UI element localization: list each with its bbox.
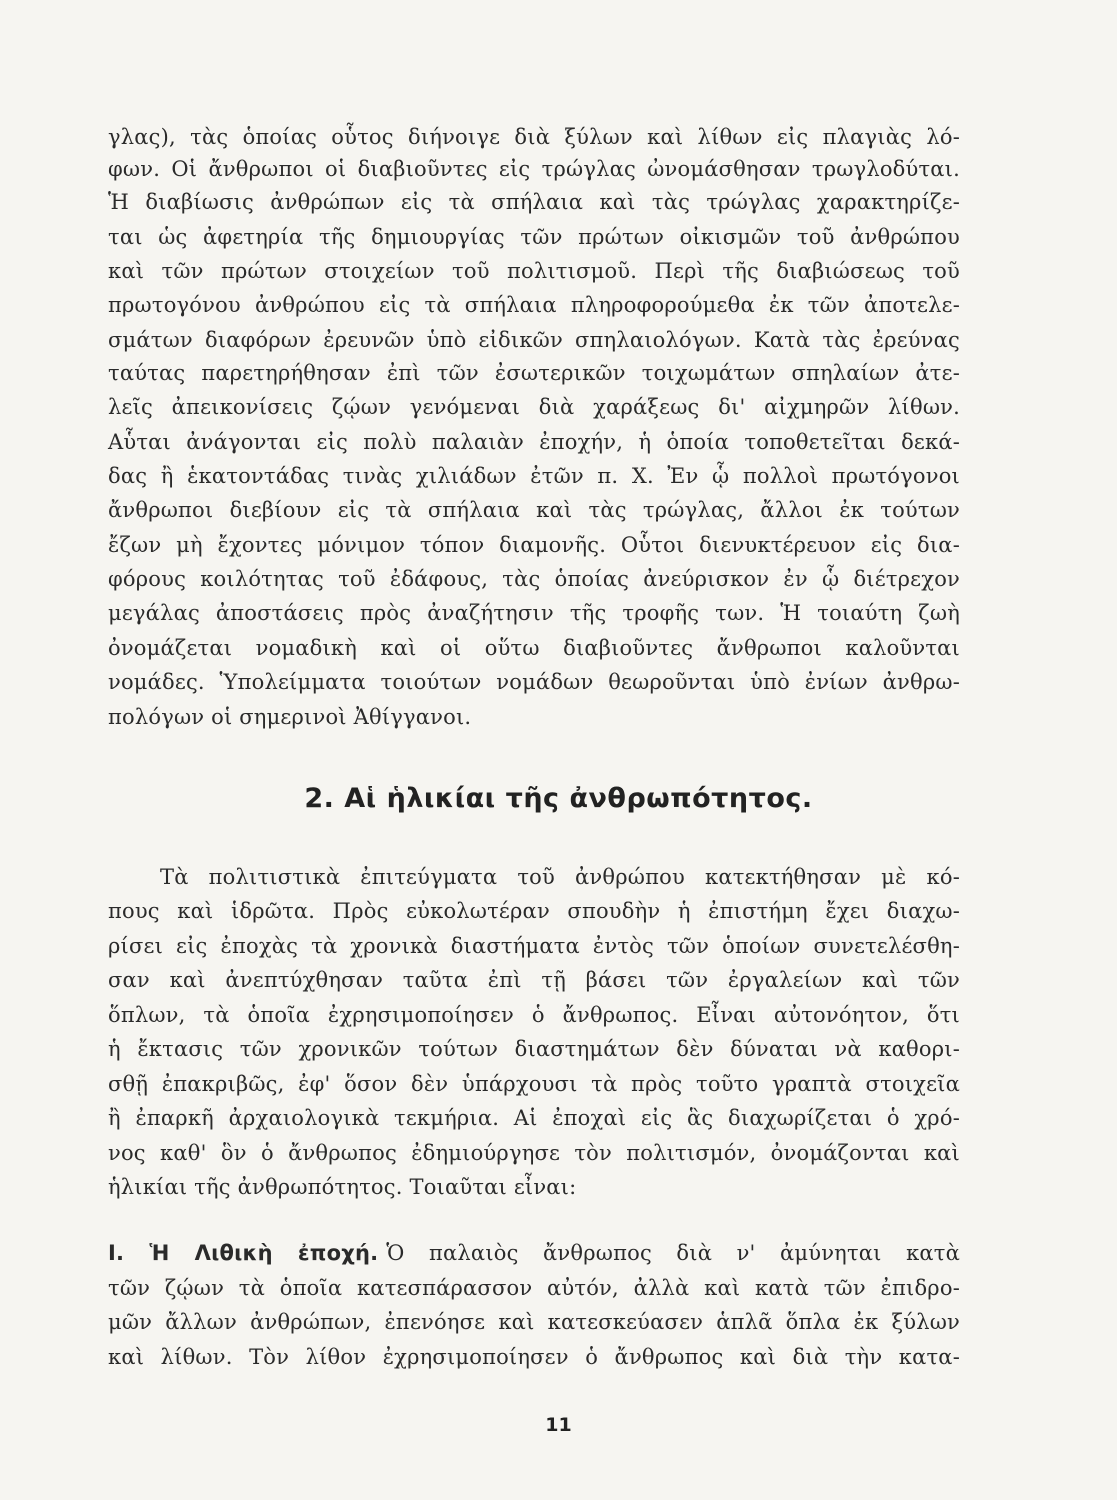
subsection-lead: I. Ἡ Λιθικὴ ἐποχή. xyxy=(108,1241,379,1265)
text-line: ὀνομάζεται νομαδικὴ καὶ οἱ οὕτω διαβιοῦντες ἄνθρωποι καλοῦνται xyxy=(108,636,960,660)
text-line: ἡλικίαι τῆς ἀνθρωπότητος. Τοιαῦται εἶναι: xyxy=(108,1175,577,1199)
text-line: τῶν ζῴων τὰ ὁποῖα κατεσπάρασσον αὐτόν, ἀλλὰ καὶ κατὰ τῶν ἐπιδρο- xyxy=(108,1276,960,1300)
text-line: Ἡ διαβίωσις ἀνθρώπων εἰς τὰ σπήλαια καὶ τὰς τρώγλας χαρακτηρίζε- xyxy=(108,190,960,214)
text-line: ἔζων μὴ ἔχοντες μόνιμον τόπον διαμονῆς. Οὗτοι διενυκτέρευον εἰς δια- xyxy=(108,533,960,557)
text-line: πολόγων οἱ σημερινοὶ Ἀθίγγανοι. xyxy=(108,705,472,729)
text-line: νος καθ' ὃν ὁ ἄνθρωπος ἐδημιούργησε τὸν πολιτισμόν, ὀνομάζονται καὶ xyxy=(108,1141,960,1165)
text-line: Αὗται ἀνάγονται εἰς πολὺ παλαιὰν ἐποχήν, ἡ ὁποία τοποθετεῖται δεκά- xyxy=(108,430,960,454)
text-line: νομάδες. Ὑπολείμματα τοιούτων νομάδων θεωροῦνται ὑπὸ ἐνίων ἀνθρω- xyxy=(108,670,960,694)
text-line: σμάτων διαφόρων ἐρευνῶν ὑπὸ εἰδικῶν σπηλαιολόγων. Κατὰ τὰς ἐρεύνας xyxy=(108,328,960,352)
text-line: λεῖς ἀπεικονίσεις ζῴων γενόμεναι διὰ χαράξεως δι' αἰχμηρῶν λίθων. xyxy=(108,395,960,419)
text-line: σαν καὶ ἀνεπτύχθησαν ταῦτα ἐπὶ τῇ βάσει τῶν ἐργαλείων καὶ τῶν xyxy=(108,968,960,992)
text-line: πους καὶ ἱδρῶτα. Πρὸς εὐκολωτέραν σπουδὴν ἡ ἐπιστήμη ἔχει διαχω- xyxy=(108,899,960,923)
text-span: Ὁ παλαιὸς ἄνθρωπος διὰ ν' ἀμύνηται κατὰ xyxy=(386,1241,960,1265)
text-line: ἡ ἔκτασις τῶν χρονικῶν τούτων διαστημάτων δὲν δύναται νὰ καθορι- xyxy=(108,1037,960,1061)
text-line: ἄνθρωποι διεβίουν εἰς τὰ σπήλαια καὶ τὰς τρώγλας, ἄλλοι ἐκ τούτων xyxy=(108,498,960,522)
section-heading: 2. Αἱ ἡλικίαι τῆς ἀνθρωπότητος. xyxy=(304,783,813,814)
text-line: δας ἢ ἑκατοντάδας τινὰς χιλιάδων ἐτῶν π. Χ. Ἐν ᾧ πολλοὶ πρωτόγονοι xyxy=(108,464,960,488)
text-line: Τὰ πολιτιστικὰ ἐπιτεύγματα τοῦ ἀνθρώπου κατεκτήθησαν μὲ κό- xyxy=(160,865,960,889)
text-line: καὶ λίθων. Τὸν λίθον ἐχρησιμοποίησεν ὁ ἄνθρωπος καὶ διὰ τὴν κατα- xyxy=(108,1345,960,1369)
text-line: γλας), τὰς ὁποίας οὗτος διήνοιγε διὰ ξύλων καὶ λίθων εἰς πλαγιὰς λό- xyxy=(108,125,960,149)
text-line: ρίσει εἰς ἐποχὰς τὰ χρονικὰ διαστήματα ἐντὸς τῶν ὁποίων συνετελέσθη- xyxy=(108,934,960,958)
text-line: φόρους κοιλότητας τοῦ ἐδάφους, τὰς ὁποίας ἀνεύρισκον ἐν ᾧ διέτρεχον xyxy=(108,567,960,591)
text-line: μεγάλας ἀποστάσεις πρὸς ἀναζήτησιν τῆς τροφῆς των. Ἡ τοιαύτη ζωὴ xyxy=(108,601,960,625)
page-number: 11 xyxy=(545,1414,572,1436)
text-line: ται ὡς ἀφετηρία τῆς δημιουργίας τῶν πρώτων οἰκισμῶν τοῦ ἀνθρώπου xyxy=(108,225,960,249)
text-line: μῶν ἄλλων ἀνθρώπων, ἐπενόησε καὶ κατεσκεύασεν ἁπλᾶ ὅπλα ἐκ ξύλων xyxy=(108,1310,960,1334)
text-line: ὅπλων, τὰ ὁποῖα ἐχρησιμοποίησεν ὁ ἄνθρωπος. Εἶναι αὐτονόητον, ὅτι xyxy=(108,1003,960,1027)
text-line: καὶ τῶν πρώτων στοιχείων τοῦ πολιτισμοῦ. Περὶ τῆς διαβιώσεως τοῦ xyxy=(108,259,960,283)
text-line: φων. Οἱ ἄνθρωποι οἱ διαβιοῦντες εἰς τρώγλας ὠνομάσθησαν τρωγλοδύται. xyxy=(108,157,960,181)
text-line: ταύτας παρετηρήθησαν ἐπὶ τῶν ἐσωτερικῶν τοιχωμάτων σπηλαίων ἀτε- xyxy=(108,361,960,385)
text-line: ἢ ἐπαρκῆ ἀρχαιολογικὰ τεκμήρια. Αἱ ἐποχαὶ εἰς ἃς διαχωρίζεται ὁ χρό- xyxy=(108,1106,960,1130)
text-line: σθῇ ἐπακριβῶς, ἐφ' ὅσον δὲν ὑπάρχουσι τὰ πρὸς τοῦτο γραπτὰ στοιχεῖα xyxy=(108,1072,960,1096)
text-line xyxy=(108,1238,960,1268)
text-line: πρωτογόνου ἀνθρώπου εἰς τὰ σπήλαια πληροφορούμεθα ἐκ τῶν ἀποτελε- xyxy=(108,293,960,317)
